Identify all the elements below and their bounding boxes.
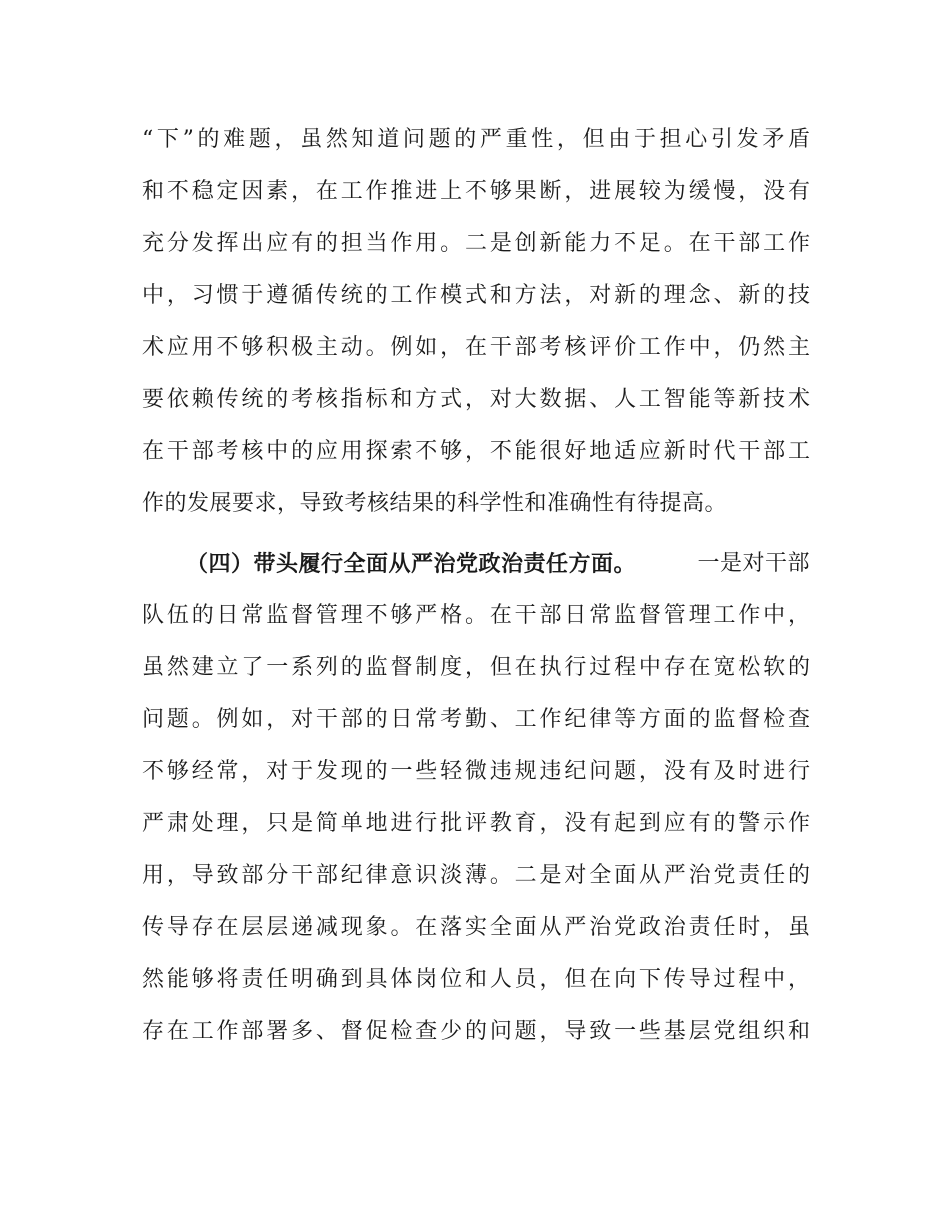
text-line bbox=[142, 333, 813, 363]
text-line bbox=[142, 125, 814, 155]
section-heading-wrap bbox=[186, 549, 810, 579]
text-line-content: 作的发展要求，导致考核结果的科学性和准确性有待提高。 bbox=[142, 491, 728, 516]
text-line bbox=[142, 705, 813, 735]
text-line bbox=[142, 965, 813, 995]
text-line-content: 中，习惯于遵循传统的工作模式和方法，对新的理念、新的技 bbox=[142, 283, 813, 308]
text-line bbox=[142, 229, 813, 259]
text-line-content: 和不稳定因素，在工作推进上不够果断，进展较为缓慢，没有 bbox=[142, 179, 813, 204]
section-heading: （四）带头履行全面从严治党政治责任方面。 bbox=[186, 551, 637, 577]
text-line-content: 要依赖传统的考核指标和方式，对大数据、人工智能等新技术 bbox=[142, 387, 813, 412]
text-line-content: 然能够将责任明确到具体岗位和人员，但在向下传导过程中， bbox=[142, 967, 813, 992]
text-line-content: 严肃处理，只是简单地进行批评教育，没有起到应有的警示作 bbox=[142, 811, 813, 836]
text-line-content: 问题。例如，对干部的日常考勤、工作纪律等方面的监督检查 bbox=[142, 707, 813, 732]
text-line bbox=[142, 913, 813, 943]
text-line bbox=[142, 281, 813, 311]
section-heading-rest: 一是对干部 bbox=[697, 551, 810, 576]
text-line bbox=[142, 757, 813, 787]
text-line bbox=[142, 177, 813, 207]
text-line-content: 传导存在层层递减现象。在落实全面从严治党政治责任时，虽 bbox=[142, 915, 813, 940]
text-line bbox=[142, 601, 813, 631]
text-line-content: 在干部考核中的应用探索不够，不能很好地适应新时代干部工 bbox=[142, 439, 813, 464]
text-line bbox=[142, 437, 813, 467]
text-line bbox=[142, 861, 813, 891]
text-line bbox=[142, 385, 813, 415]
text-line bbox=[142, 653, 813, 683]
text-line bbox=[142, 809, 813, 839]
text-line-content: 用，导致部分干部纪律意识淡薄。二是对全面从严治党责任的 bbox=[142, 863, 813, 888]
text-line-content: 不够经常，对于发现的一些轻微违规违纪问题，没有及时进行 bbox=[142, 759, 813, 784]
text-line-content: 队伍的日常监督管理不够严格。在干部日常监督管理工作中， bbox=[142, 603, 813, 628]
text-line-content: 存在工作部署多、督促检查少的问题，导致一些基层党组织和 bbox=[142, 1019, 813, 1044]
text-line-content: “下”的难题，虽然知道问题的严重性，但由于担心引发矛盾 bbox=[142, 127, 814, 152]
section-heading-line bbox=[186, 549, 810, 579]
text-line bbox=[142, 1017, 813, 1047]
text-line bbox=[142, 489, 810, 519]
text-line-content: 术应用不够积极主动。例如，在干部考核评价工作中，仍然主 bbox=[142, 335, 813, 360]
text-line-content: 充分发挥出应有的担当作用。二是创新能力不足。在干部工作 bbox=[142, 231, 813, 256]
text-line-content: 虽然建立了一系列的监督制度，但在执行过程中存在宽松软的 bbox=[142, 655, 813, 680]
